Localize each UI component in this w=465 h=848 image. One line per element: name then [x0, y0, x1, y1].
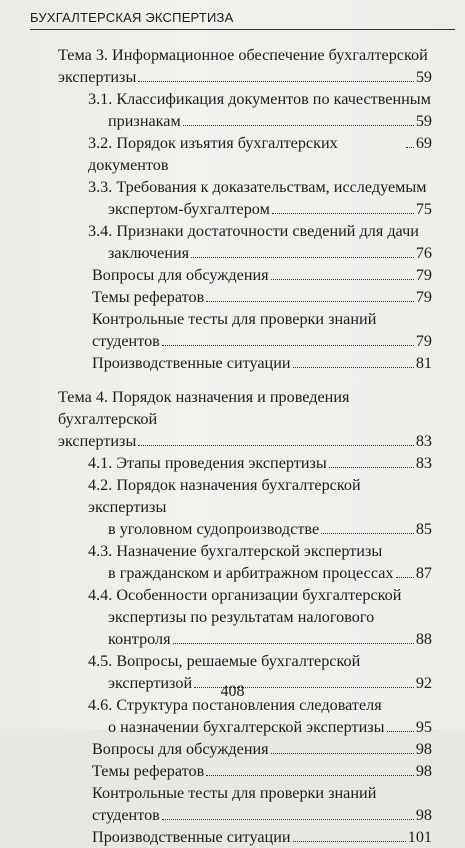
toc-page-number: 79: [415, 288, 432, 306]
toc-entry-text: Вопросы для обсуждения: [92, 740, 269, 758]
toc-entry: [30, 220, 432, 264]
toc-entry-text: заключения: [108, 244, 190, 262]
toc-page-number: 75: [415, 200, 432, 218]
toc-page-number: 87: [415, 564, 432, 582]
toc-page-number: 95: [415, 718, 432, 736]
toc-entry: [30, 540, 432, 584]
toc-entry-text: 4.5. Вопросы, решаемые бухгалтерской: [88, 652, 361, 670]
toc-entry-text: о назначении бухгалтерской экспертизы: [108, 718, 385, 736]
toc-page-number: 59: [415, 112, 432, 130]
section-gap: [30, 374, 432, 386]
leader-dots: [271, 753, 414, 754]
toc-page-number: 79: [415, 332, 432, 350]
toc-entry-text: экспертизы по результатам налогового: [108, 608, 375, 626]
toc-entry-text: Тема 4. Порядок назначения и проведения бухгалтерской: [58, 388, 350, 428]
toc-entry-text: 3.3. Требования к доказательствам, исследуемым: [88, 178, 427, 196]
toc-entry: [30, 286, 432, 308]
leader-dots: [293, 841, 406, 842]
leader-dots: [271, 279, 414, 280]
leader-dots: [396, 577, 414, 578]
toc-entry: [30, 738, 432, 760]
toc-page-number: 69: [415, 134, 432, 152]
toc-entry-text: Темы рефератов: [92, 762, 205, 780]
toc-page-number: 98: [415, 762, 432, 780]
leader-dots: [321, 533, 414, 534]
toc-entry-text: признакам: [108, 112, 181, 130]
leader-dots: [387, 731, 414, 732]
toc-entry: [30, 352, 432, 374]
toc-entry: [30, 584, 432, 650]
toc-page-number: 98: [415, 740, 432, 758]
toc-page-number: 92: [415, 674, 432, 692]
leader-dots: [206, 301, 414, 302]
toc-page-number: 85: [415, 520, 432, 538]
toc-entry-text: экспертизы: [58, 68, 137, 86]
toc-entry: [30, 760, 432, 782]
leader-dots: [138, 81, 413, 82]
toc-entry-text: 3.4. Признаки достаточности сведений для дачи: [88, 222, 419, 240]
toc-entry-text: Производственные ситуации: [92, 828, 291, 846]
toc-entry-text: экспертизой: [108, 674, 193, 692]
toc-page-number: 88: [415, 630, 432, 648]
toc-entry-text: 4.2. Порядок назначения бухгалтерской экспертизы: [88, 476, 361, 516]
toc-page-number: 83: [415, 454, 432, 472]
toc-page-number: 59: [415, 68, 432, 86]
leader-dots: [173, 643, 414, 644]
leader-dots: [272, 213, 414, 214]
leader-dots: [293, 367, 414, 368]
toc-entry-text: 4.6. Структура постановления следователя: [88, 696, 382, 714]
toc-entry-text: экспертизы: [58, 432, 137, 450]
toc-entry-text: 3.2. Порядок изъятия бухгалтерских документов: [88, 134, 338, 174]
toc-page-number: 79: [415, 266, 432, 284]
toc-page-number: 83: [415, 432, 432, 450]
toc-entry-text: Темы рефератов: [92, 288, 205, 306]
toc-entry: [30, 308, 432, 352]
table-of-contents: [30, 44, 432, 848]
leader-dots: [406, 147, 414, 148]
toc-entry: [30, 826, 432, 848]
page-number: 408: [220, 683, 245, 700]
toc-entry: [30, 782, 432, 826]
toc-entry-text: экспертом-бухгалтером: [108, 200, 270, 218]
toc-entry: [30, 88, 432, 132]
toc-entry: [30, 264, 432, 286]
toc-entry-text: студентов: [92, 806, 160, 824]
toc-entry: [30, 132, 432, 176]
leader-dots: [191, 257, 414, 258]
toc-entry-text: контроля: [108, 630, 171, 648]
leader-dots: [183, 125, 414, 126]
toc-page-number: 101: [407, 828, 432, 846]
toc-entry-text: 3.1. Классификация документов по качественным: [88, 90, 431, 108]
leader-dots: [329, 467, 414, 468]
toc-entry-text: в гражданском и арбитражном процессах: [108, 564, 394, 582]
toc-entry: [30, 44, 432, 88]
toc-entry-text: Контрольные тесты для проверки знаний: [92, 310, 377, 328]
leader-dots: [162, 819, 414, 820]
toc-page-number: 98: [415, 806, 432, 824]
leader-dots: [162, 345, 414, 346]
running-header: БУХГАЛТЕРСКАЯ ЭКСПЕРТИЗА: [30, 10, 455, 30]
toc-entry-text: 4.4. Особенности организации бухгалтерской: [88, 586, 402, 604]
toc-entry-text: 4.1. Этапы проведения экспертизы: [88, 454, 327, 472]
toc-page-number: 81: [415, 354, 432, 372]
toc-entry: [30, 452, 432, 474]
toc-entry-text: студентов: [92, 332, 160, 350]
toc-page-number: 76: [415, 244, 432, 262]
toc-entry-text: Вопросы для обсуждения: [92, 266, 269, 284]
toc-entry-text: Тема 3. Информационное обеспечение бухгалтерской: [58, 46, 428, 64]
toc-entry: [30, 386, 432, 452]
toc-entry-text: в уголовном судопроизводстве: [108, 520, 320, 538]
toc-entry-text: Производственные ситуации: [92, 354, 291, 372]
toc-entry-text: Контрольные тесты для проверки знаний: [92, 784, 377, 802]
leader-dots: [206, 775, 414, 776]
leader-dots: [138, 445, 413, 446]
toc-entry-text: 4.3. Назначение бухгалтерской экспертизы: [88, 542, 383, 560]
toc-entry: [30, 474, 432, 540]
toc-entry: [30, 176, 432, 220]
